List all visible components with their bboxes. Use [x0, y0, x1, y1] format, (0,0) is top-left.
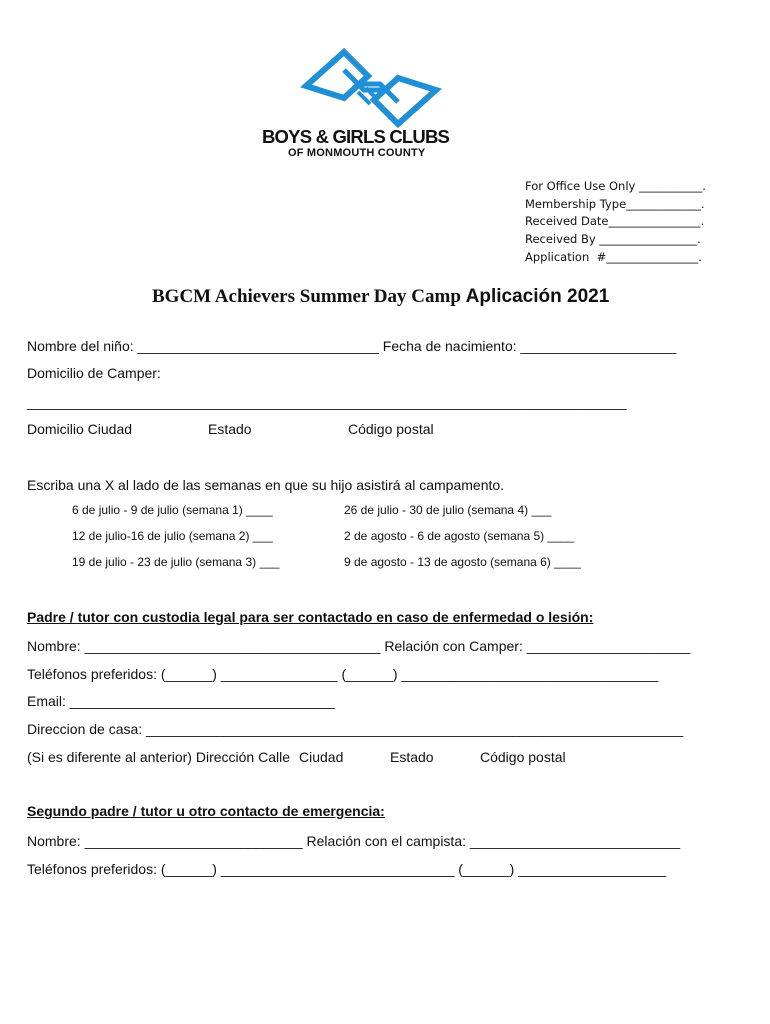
week-6-option[interactable]: 9 de agosto - 13 de agosto (semana 6) ____ [344, 555, 581, 569]
received-date-line: Received Date________________. [525, 214, 705, 228]
title-year: Aplicación 2021 [465, 286, 610, 307]
second-name-field[interactable]: Nombre: ____________________________ Relación con el campista: ___________________________ [27, 833, 681, 849]
title-main: BGCM Achievers Summer Day Camp [152, 286, 466, 307]
guardian-name-field[interactable]: Nombre: ______________________________________ Relación con Camper: _____________________ [27, 638, 691, 654]
alt-address-label: (Si es diferente al anterior) Dirección Calle [27, 749, 290, 765]
child-name-field[interactable]: Nombre del niño: _______________________________ Fecha de nacimiento: ____________________ [27, 338, 677, 354]
second-contact-heading: Segundo padre / tutor u otro contacto de emergencia: [27, 803, 385, 819]
alt-state-label: Estado [390, 749, 434, 765]
alt-city-label: Ciudad [299, 749, 344, 765]
second-phones-field[interactable]: Teléfonos preferidos: (______) ______________________________ (______) ___________________ [27, 861, 667, 877]
week-1-option[interactable]: 6 de julio - 9 de julio (semana 1) ____ [72, 503, 273, 517]
page-title [152, 286, 609, 308]
logo-name: BOYS & GIRLS CLUBS [262, 126, 450, 147]
state-label: Estado [208, 421, 252, 437]
week-5-option[interactable]: 2 de agosto - 6 de agosto (semana 5) ____ [344, 529, 575, 543]
home-address-field[interactable]: Direccion de casa: _____________________________________________________________________ [27, 721, 684, 737]
membership-type-line: Membership Type_____________. [525, 197, 705, 211]
camper-address-field[interactable]: _____________________________________________________________________________ [27, 394, 627, 410]
alt-zip-label: Código postal [480, 749, 566, 765]
week-2-option[interactable]: 12 de julio-16 de julio (semana 2) ___ [72, 529, 273, 543]
application-number-line: Application #________________. [525, 250, 702, 264]
guardian-phones-field[interactable]: Teléfonos preferidos: (______) _______________ (______) _________________________________ [27, 666, 659, 682]
received-by-line: Received By _________________. [525, 232, 701, 246]
camper-address-label: Domicilio de Camper: [27, 365, 161, 381]
week-4-option[interactable]: 26 de julio - 30 de julio (semana 4) ___ [344, 503, 552, 517]
clasped-hands-icon [300, 48, 442, 128]
guardian-email-field[interactable]: Email: __________________________________ [27, 693, 335, 709]
zip-label: Código postal [348, 421, 434, 437]
city-label: Domicilio Ciudad [27, 421, 133, 437]
weeks-instruction: Escriba una X al lado de las semanas en que su hijo asistirá al campamento. [27, 477, 505, 493]
week-3-option[interactable]: 19 de julio - 23 de julio (semana 3) ___ [72, 555, 280, 569]
office-use-line: For Office Use Only ___________. [525, 179, 706, 193]
logo-subtitle: OF MONMOUTH COUNTY [288, 147, 426, 159]
guardian-heading: Padre / tutor con custodia legal para ser contactado en caso de enfermedad o lesión: [27, 609, 594, 625]
